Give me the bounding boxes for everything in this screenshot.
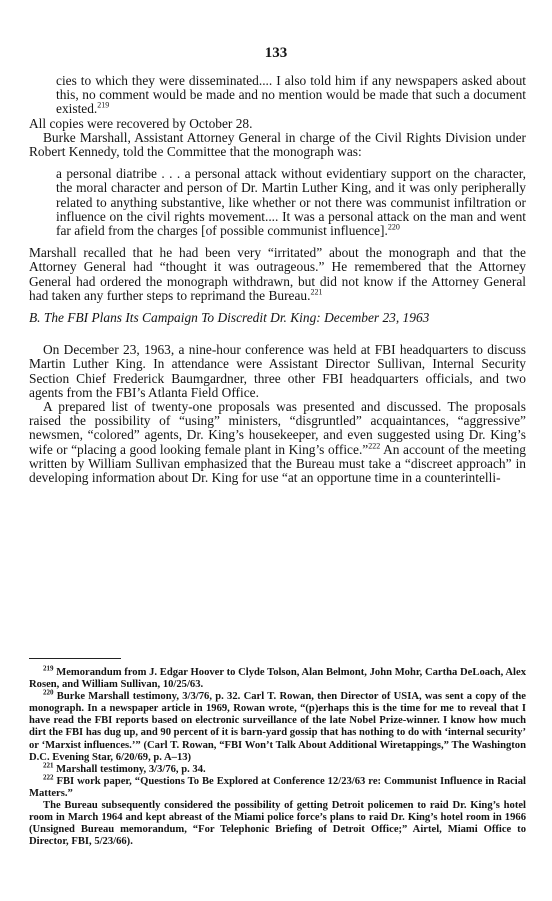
page-number: 133 — [264, 45, 288, 61]
footnotes — [29, 658, 526, 848]
paragraph-sullivan-account: An account of the meeting written by William Sullivan emphasized that the Bureau must take a “discreet approach” in developing information about Dr. King for use “at an opportune time in a counterintelli- — [29, 441, 527, 486]
footnote-ref-219: 219 — [97, 100, 110, 110]
footnote-rule — [29, 658, 121, 659]
paragraph-proposals: A prepared list of twenty-one proposals was presented and discussed. The proposals raised the possibility of “using” ministers, “disgruntled” acquaintances, “aggressive” newsmen, “colored” agents, Dr. King’s housekeeper, and even suggested using Dr. King’s wife or “placing a good looking female plant in King’s office.” — [29, 399, 526, 457]
footnote-ref-222: 222 — [368, 441, 381, 451]
paragraph-copies: All copies were recovered by October 28. — [29, 115, 253, 131]
block-quote-continued — [56, 74, 526, 117]
quote-continued-text: cies to which they were disseminated.... I also told him if any newspapers asked about this, no comment would be made and no mention would be made that such a document existed. — [56, 73, 526, 117]
block-quote-marshall — [56, 167, 526, 238]
footnote-221: $^{221}$ Marshall testimony, 3/3/76, p. 34. — [43, 761, 206, 775]
quote-marshall-text: a personal diatribe . . . a personal attack without evidentiary support on the character, the moral character and person of Dr. Martin Luther King, and it was only peripherally related to anything substantive, like whether or not there was communist infiltration or influence on the civil rights movement.... It was a personal attack on the man and went far afield from the charges [of possible communist influence]. — [56, 166, 526, 239]
paragraph-conference: On December 23, 1963, a nine-hour conference was held at FBI headquarters to discuss Martin Luther King. In attendance were Assistant Director Sullivan, Internal Security Section Chief Frederick Baumgardner, three other FBI headquarters officials, and two agents from the FBI’s Atlanta Field Office. — [29, 342, 526, 400]
paragraph-marshall-intro: Burke Marshall, Assistant Attorney General in charge of the Civil Rights Division under Robert Kennedy, told the Committee that the monograph was: — [29, 129, 526, 160]
footnote-ref-220: 220 — [387, 222, 400, 232]
section-heading: B. The FBI Plans Its Campaign To Discredit Dr. King: December 23, 1963 — [29, 310, 430, 326]
footnote-222: $^{222}$ FBI work paper, “Questions To Be Explored at Conference 12/23/63 re: Communist Influence in Racial Matters.” — [29, 773, 526, 799]
main-text — [29, 74, 526, 485]
footnote-ref-221: 221 — [310, 287, 323, 297]
footnote-219: $^{219}$ Memorandum from J. Edgar Hoover to Clyde Tolson, Alan Belmont, John Mohr, Cartha DeLoach, Alex Rosen, and William Sullivan, 10/25/63. — [29, 664, 526, 691]
footnote-220: $^{220}$ Burke Marshall testimony, 3/3/76, p. 32. Carl T. Rowan, then Director of USIA, was sent a copy of the monograph. In a newspaper article in 1969, Rowan wrote, “(p)erhaps this is the time for me to reveal that I have read the FBI reports based on electronic surveillance of the late Nobel Prize-winner. I know how much dirt the FBI has dug up, and 90 percent of it is barn-yard gossip that has nothing to do with ‘internal security’ or ‘Marxist influences.’” (Carl T. Rowan, “FBI Won’t Talk About Additional Wiretappings,” The Washington D.C. Evening Star, 6/20/69, p. A–13) — [29, 688, 526, 763]
footnote-trailing-note: The Bureau subsequently considered the possibility of getting Detroit policemen to raid Dr. King’s hotel room in March 1964 and kept abreast of the Miami police force’s plans to raid Dr. King’s hotel room in 1966 (Unsigned Bureau memorandum, “For Telephonic Briefing of Detroit Office;” Airtel, Miami Office to Director, FBI, 5/23/66). — [29, 800, 526, 848]
paragraph-marshall-recalled: Marshall recalled that he had been very “irritated” about the monograph and that the Attorney General had “thought it was outrageous.” He remembered that the Attorney General had ordered the monograph withdrawn, but did not know if the Attorney General had taken any further steps to reprimand the Bureau. — [29, 245, 526, 303]
